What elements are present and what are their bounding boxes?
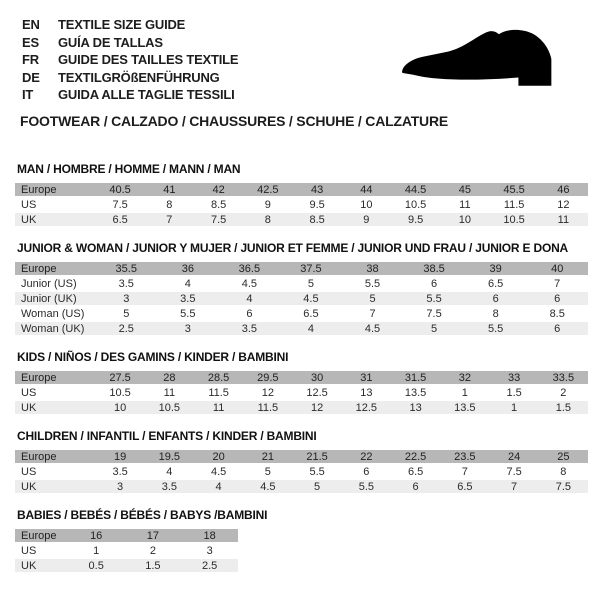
- size-cell: 1.5: [506, 386, 522, 399]
- size-table: [15, 260, 588, 337]
- size-cell: 24: [489, 450, 538, 463]
- size-cell: 3.5: [157, 292, 219, 305]
- size-cell: 28.5: [194, 371, 243, 384]
- size-cell: 7.5: [194, 213, 243, 226]
- size-cell: 36.5: [219, 262, 281, 275]
- language-code: EN: [22, 17, 40, 32]
- row-label: UK: [15, 480, 95, 493]
- size-cell: 0.5: [68, 559, 125, 572]
- size-cell: 38.5: [403, 262, 465, 275]
- size-cell: 6: [431, 277, 438, 290]
- size-cell: 3: [157, 322, 219, 335]
- language-code: FR: [22, 52, 39, 67]
- size-cell: 6.5: [407, 465, 424, 478]
- size-cell: 5.5: [364, 277, 381, 290]
- row-label: UK: [15, 559, 68, 572]
- size-tables-area: [15, 162, 600, 574]
- size-cell: 6.5: [303, 307, 319, 320]
- size-cell: 33.5: [539, 371, 588, 384]
- size-cell: 3: [95, 292, 157, 305]
- size-cell: 7: [554, 277, 561, 290]
- size-table-section: [15, 162, 600, 228]
- table-row: [15, 450, 588, 463]
- row-label: Junior (UK): [15, 292, 95, 305]
- size-cell: 5: [264, 465, 271, 478]
- table-row: [15, 277, 588, 290]
- size-cell: 5: [342, 292, 404, 305]
- size-cell: 4.5: [241, 277, 258, 290]
- size-cell: 9: [264, 198, 271, 211]
- size-cell: 30: [292, 371, 341, 384]
- row-label: Junior (US): [21, 277, 77, 290]
- size-cell: 11.5: [243, 401, 292, 414]
- size-cell: 6: [246, 307, 253, 320]
- size-cell: 6.5: [440, 480, 489, 493]
- row-label: US: [21, 198, 37, 211]
- size-cell: 39: [465, 262, 527, 275]
- size-cell: 5.5: [309, 465, 325, 478]
- size-cell: 22: [342, 450, 391, 463]
- row-label: US: [21, 544, 37, 557]
- size-cell: 42.5: [243, 183, 292, 196]
- size-cell: 11: [459, 198, 471, 211]
- size-cell: 41: [145, 183, 194, 196]
- size-cell: 10: [95, 401, 144, 414]
- size-cell: 3: [95, 480, 144, 493]
- size-cell: 35.5: [95, 262, 157, 275]
- section-title: KIDS / NIÑOS / DES GAMINS / KINDER / BAMBINI: [17, 350, 289, 364]
- size-cell: 11: [194, 401, 243, 414]
- row-label: US: [21, 386, 37, 399]
- size-cell: 27.5: [95, 371, 144, 384]
- size-cell: 6: [363, 465, 370, 478]
- section-title: CHILDREN / INFANTIL / ENFANTS / KINDER / BAMBINI: [17, 429, 317, 443]
- table-row: [15, 529, 238, 542]
- table-row: [15, 262, 588, 275]
- size-cell: 2: [560, 386, 567, 399]
- size-cell: 3.5: [145, 480, 194, 493]
- size-cell: 8.5: [292, 213, 341, 226]
- table-row: [15, 559, 238, 572]
- size-cell: 8.5: [210, 198, 227, 211]
- size-cell: 5: [307, 277, 315, 290]
- size-cell: 6: [526, 322, 588, 335]
- size-cell: 12.5: [342, 401, 391, 414]
- table-row: [15, 480, 588, 493]
- table-row: [15, 544, 238, 557]
- size-cell: 4.5: [342, 322, 404, 335]
- size-cell: 45: [440, 183, 489, 196]
- size-cell: 2.5: [181, 559, 238, 572]
- size-cell: 13: [391, 401, 440, 414]
- size-table-section: [15, 241, 600, 337]
- size-cell: 5: [292, 480, 341, 493]
- size-cell: 6: [526, 292, 588, 305]
- size-cell: 8.5: [549, 307, 565, 320]
- section-title: JUNIOR & WOMAN / JUNIOR Y MUJER / JUNIOR ET FEMME / JUNIOR UND FRAU / JUNIOR E DONA: [17, 241, 569, 255]
- size-cell: 42: [194, 183, 243, 196]
- size-cell: 5: [123, 307, 130, 320]
- table-row: [15, 401, 588, 414]
- size-cell: 37.5: [280, 262, 342, 275]
- size-cell: 7.5: [426, 307, 442, 320]
- size-table: [15, 181, 588, 228]
- size-cell: 1.5: [125, 559, 182, 572]
- size-cell: 10.5: [404, 198, 427, 211]
- size-cell: 10: [440, 213, 489, 226]
- size-cell: 4: [194, 480, 243, 493]
- size-cell: 8: [492, 307, 499, 320]
- size-cell: 6: [465, 292, 527, 305]
- size-cell: 46: [539, 183, 588, 196]
- size-cell: 7.5: [539, 480, 588, 493]
- size-cell: 31.5: [391, 371, 440, 384]
- size-cell: 12: [557, 198, 570, 211]
- size-cell: 9.5: [391, 213, 440, 226]
- size-cell: 18: [181, 529, 238, 542]
- language-code: DE: [22, 69, 40, 85]
- size-cell: 5.5: [180, 307, 196, 320]
- language-code: IT: [22, 87, 34, 102]
- guide-title: TEXTILE SIZE GUIDE: [58, 17, 186, 32]
- row-label: Europe: [15, 450, 95, 463]
- size-cell: 7: [145, 213, 194, 226]
- size-cell: 12.5: [306, 386, 328, 399]
- row-label: UK: [15, 213, 95, 226]
- size-cell: 32: [440, 371, 489, 384]
- size-cell: 12: [261, 386, 274, 399]
- size-cell: 4: [219, 292, 281, 305]
- size-cell: 6.5: [95, 213, 144, 226]
- size-table-section: [15, 429, 600, 495]
- guide-header: [0, 0, 600, 129]
- table-row: [15, 307, 588, 320]
- table-row: [15, 465, 588, 478]
- size-cell: 13.5: [440, 401, 489, 414]
- size-cell: 1: [93, 544, 100, 557]
- size-cell: 44.5: [391, 183, 440, 196]
- size-cell: 21: [243, 450, 292, 463]
- size-table: [15, 448, 588, 495]
- size-cell: 4.5: [280, 292, 342, 305]
- size-cell: 5.5: [403, 292, 465, 305]
- size-cell: 22.5: [391, 450, 440, 463]
- size-cell: 5: [403, 322, 465, 335]
- size-cell: 10: [360, 198, 373, 211]
- row-label: Europe: [15, 262, 95, 275]
- size-cell: 10.5: [489, 213, 538, 226]
- size-cell: 19.5: [145, 450, 194, 463]
- size-cell: 38: [342, 262, 404, 275]
- size-table: [15, 369, 588, 416]
- guide-title: GUIDA ALLE TAGLIE TESSILI: [58, 87, 235, 102]
- size-cell: 12: [292, 401, 341, 414]
- size-table-section: [15, 508, 600, 574]
- size-cell: 5.5: [342, 480, 391, 493]
- size-cell: 31: [342, 371, 391, 384]
- language-code: ES: [22, 34, 39, 50]
- size-cell: 19: [95, 450, 144, 463]
- size-cell: 36: [157, 262, 219, 275]
- size-cell: 9: [342, 213, 391, 226]
- size-cell: 21.5: [292, 450, 341, 463]
- size-cell: 45.5: [489, 183, 538, 196]
- size-cell: 13: [360, 386, 373, 399]
- guide-title: GUIDE DES TAILLES TEXTILE: [58, 52, 239, 67]
- row-label: Woman (UK): [15, 322, 95, 335]
- size-cell: 7: [489, 480, 538, 493]
- row-label: Europe: [15, 529, 68, 542]
- table-row: [15, 322, 588, 335]
- size-cell: 7: [369, 307, 376, 320]
- row-label: UK: [15, 401, 95, 414]
- size-table-section: [15, 350, 600, 416]
- size-cell: 2: [149, 544, 156, 557]
- size-cell: 7.5: [506, 465, 522, 478]
- table-row: [15, 213, 588, 226]
- size-cell: 20: [194, 450, 243, 463]
- guide-title: TEXTILGRÖßENFÜHRUNG: [58, 69, 220, 85]
- table-row: [15, 198, 588, 211]
- size-cell: 6.5: [487, 277, 504, 290]
- row-label: Europe: [15, 183, 95, 196]
- size-cell: 11: [539, 213, 588, 226]
- size-cell: 40.5: [95, 183, 144, 196]
- row-label: Europe: [15, 371, 95, 384]
- size-cell: 11.5: [208, 386, 229, 399]
- size-cell: 4.5: [210, 465, 227, 478]
- size-cell: 10.5: [145, 401, 194, 414]
- guide-title: GUÍA DE TALLAS: [58, 34, 163, 50]
- size-cell: 28: [145, 371, 194, 384]
- size-cell: 23.5: [440, 450, 489, 463]
- size-cell: 43: [292, 183, 341, 196]
- table-row: [15, 371, 588, 384]
- row-label: Woman (US): [21, 307, 85, 320]
- dress-shoe-icon: [399, 24, 574, 94]
- size-cell: 4.5: [243, 480, 292, 493]
- size-cell: 8: [560, 465, 567, 478]
- size-cell: 4: [280, 322, 342, 335]
- size-cell: 6: [391, 480, 440, 493]
- size-cell: 8: [166, 198, 173, 211]
- size-cell: 1: [461, 386, 468, 399]
- size-table: [15, 527, 238, 574]
- table-row: [15, 292, 588, 305]
- size-cell: 33: [489, 371, 538, 384]
- size-cell: 4: [166, 465, 173, 478]
- row-label: US: [21, 465, 37, 478]
- size-cell: 7: [461, 465, 468, 478]
- size-cell: 1: [489, 401, 538, 414]
- size-cell: 7.5: [112, 198, 128, 211]
- size-cell: 3.5: [112, 465, 128, 478]
- size-cell: 40: [526, 262, 588, 275]
- size-cell: 3.5: [219, 322, 281, 335]
- size-cell: 16: [68, 529, 125, 542]
- size-cell: 1.5: [539, 401, 588, 414]
- size-cell: 3: [206, 544, 213, 557]
- size-cell: 13.5: [404, 386, 427, 399]
- section-title: MAN / HOMBRE / HOMME / MANN / MAN: [17, 162, 241, 176]
- size-cell: 8: [243, 213, 292, 226]
- size-cell: 2.5: [95, 322, 157, 335]
- section-title: BABIES / BEBÉS / BÉBÉS / BABYS /BAMBINI: [17, 508, 268, 522]
- size-cell: 3.5: [118, 277, 134, 290]
- table-row: [15, 183, 588, 196]
- size-cell: 5.5: [465, 322, 527, 335]
- table-row: [15, 386, 588, 399]
- size-cell: 44: [342, 183, 391, 196]
- size-cell: 29.5: [243, 371, 292, 384]
- size-cell: 4: [184, 277, 191, 290]
- size-cell: 11: [163, 386, 176, 399]
- size-cell: 17: [125, 529, 182, 542]
- category-line: FOOTWEAR / CALZADO / CHAUSSURES / SCHUHE / CALZATURE: [20, 112, 449, 129]
- size-cell: 9.5: [309, 198, 325, 211]
- size-cell: 10.5: [109, 386, 131, 399]
- size-cell: 11.5: [503, 198, 525, 211]
- size-cell: 25: [539, 450, 588, 463]
